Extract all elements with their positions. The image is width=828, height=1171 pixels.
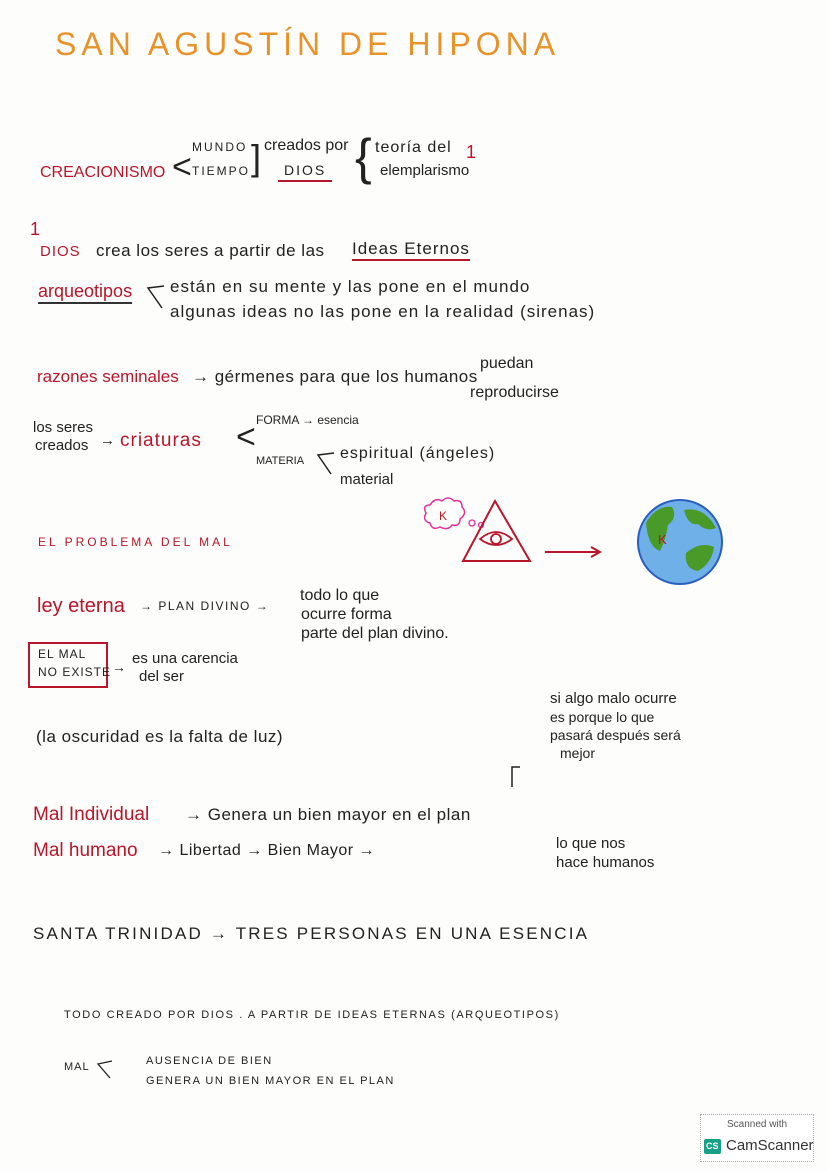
- espiritual: espiritual (ángeles): [340, 445, 496, 462]
- side-note-1: si algo malo ocurre: [550, 690, 677, 707]
- summary-branch2: GENERA UN BIEN MAYOR EN EL PLAN: [146, 1075, 395, 1087]
- trinidad-line: SANTA TRINIDAD → TRES PERSONAS EN UNA ESENCIA: [33, 924, 590, 943]
- arrow-icon: →: [100, 432, 115, 449]
- camscanner-watermark: [700, 1114, 814, 1162]
- razones-text: → gérmenes para que los humanos: [192, 367, 478, 386]
- branch-arrow-icon: [96, 1058, 114, 1080]
- theory-line2: elemplarismo: [380, 162, 470, 179]
- ref-mark: 1: [30, 219, 41, 239]
- razones-text2: puedan: [480, 355, 534, 372]
- side-note-2: es porque lo que: [550, 709, 655, 725]
- brace-icon: {: [355, 129, 372, 185]
- carencia-line2: del ser: [139, 668, 185, 685]
- dios-subject: DIOS: [40, 243, 81, 260]
- side-note-3: pasará después será: [550, 727, 681, 743]
- corner-arrow-icon: [510, 765, 522, 787]
- ideas-eternas: Ideas Eternos: [352, 240, 470, 261]
- god-label: DIOS: [278, 163, 332, 182]
- branch-arrow-icon: [316, 450, 336, 478]
- mal-individual-label: Mal Individual: [33, 804, 150, 825]
- criaturas-subject-2: creados: [35, 437, 89, 454]
- earth-globe-drawing: [636, 498, 726, 588]
- mal-humano-line1: lo que nos: [556, 835, 626, 852]
- razones-label: razones seminales: [37, 367, 179, 386]
- ley-line2: ocurre forma: [301, 606, 392, 623]
- oscuridad-note: (la oscuridad es la falta de luz): [36, 727, 284, 746]
- page-title: SAN AGUSTÍN DE HIPONA: [55, 26, 561, 62]
- razones-text3: reproducirse: [470, 384, 559, 401]
- ley-eterna-label: ley eterna: [37, 595, 125, 617]
- bracket-icon: <: [172, 148, 192, 186]
- summary-line1: TODO CREADO POR DIOS . A PARTIR DE IDEAS ETERNAS (ARQUEOTIPOS): [64, 1009, 560, 1021]
- svg-text:K: K: [439, 509, 448, 523]
- close-bracket-icon: ]: [251, 137, 262, 178]
- side-note-4: mejor: [560, 745, 596, 761]
- mal-humano-label: Mal humano: [33, 840, 138, 861]
- ley-line3: parte del plan divino.: [301, 625, 449, 642]
- item-tiempo: TIEMPO: [192, 164, 251, 178]
- bracket-icon: <: [236, 418, 256, 456]
- mal-humano-line2: hace humanos: [556, 854, 655, 871]
- mal-individual-text: → Genera un bien mayor en el plan: [185, 805, 471, 824]
- created-by: creados por: [264, 137, 349, 154]
- mal-humano-text: → Libertad → Bien Mayor →: [158, 842, 376, 859]
- watermark-brand: CamScanner: [726, 1137, 814, 1154]
- item-mundo: MUNDO: [192, 140, 248, 154]
- ley-line1: todo lo que: [300, 587, 380, 604]
- criaturas-subject-1: los seres: [33, 419, 94, 436]
- forma-line: FORMA → esencia: [256, 413, 359, 427]
- svg-text:K: K: [658, 532, 667, 547]
- problema-mal-heading: EL PROBLEMA DEL MAL: [38, 535, 233, 549]
- carencia-line1: es una carencia: [132, 650, 238, 667]
- summary-branch1: AUSENCIA DE BIEN: [146, 1055, 273, 1067]
- creacionismo-label: CREACIONISMO: [40, 164, 166, 181]
- materia-label: MATERIA: [256, 455, 305, 467]
- material: material: [340, 471, 394, 488]
- dios-text: crea los seres a partir de las: [96, 241, 325, 260]
- arquetipos-branch1: están en su mente y las pone en el mundo: [170, 277, 531, 296]
- plan-divino: → PLAN DIVINO →: [140, 599, 270, 613]
- box-line2: NO EXISTE: [38, 665, 112, 679]
- summary-mal: MAL: [64, 1061, 90, 1073]
- camscanner-logo-icon: CS: [704, 1139, 721, 1154]
- arquetipos-label: arqueotipos: [38, 282, 132, 304]
- arrow-icon: →: [112, 659, 126, 675]
- all-seeing-eye-drawing: [410, 495, 610, 575]
- branch-arrow-icon: [146, 282, 166, 312]
- criaturas-label: criaturas: [120, 430, 202, 451]
- arquetipos-branch2: algunas ideas no las pone en la realidad (sirenas): [170, 302, 596, 321]
- watermark-line1: Scanned with: [727, 1119, 788, 1130]
- theory-line1: teoría del: [375, 139, 452, 156]
- ref-mark: 1: [466, 142, 477, 162]
- box-line1: EL MAL: [38, 647, 87, 661]
